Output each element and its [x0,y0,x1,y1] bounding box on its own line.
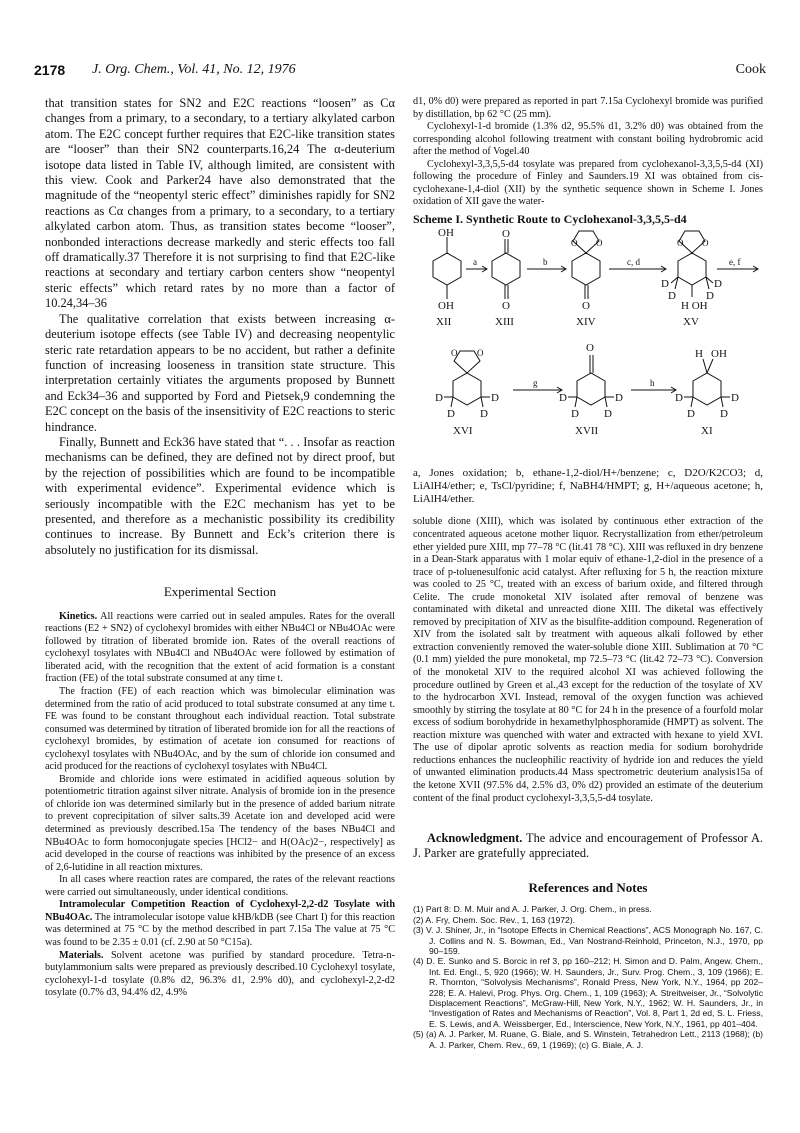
label-o: O [571,238,578,249]
label-o: O [677,238,684,249]
compound-label: XVI [453,425,473,438]
reference-item: (1) Part 8: D. M. Muir and A. J. Parker, J. Org. Chem., in press. [413,904,652,915]
reference-item: (5) (a) A. J. Parker, M. Ruane, G. Biale, and S. Winstein, Tetrahedron Lett., 2113 (1968); (b) A. J. Parker, Chem. Rev., 69, 1 (1969); (c) G. Biale, A. J. [413,1029,763,1050]
page-number: 2178 [34,62,66,78]
left-column [45,96,395,1000]
ring-xii [433,253,461,285]
step-label: a [473,257,477,268]
step-label: h [650,378,655,389]
paragraph: Bromide and chloride ions were estimated in acidified aqueous solution by potentiometric titration against silver nitrate. Analysis of bromide ion in the presence of chloride ion was determined similarly but in the presence of added barium nitrate to prevent coprecipitation of silver salts.39 Acetate ion and developed acid were determined as previously described.15a The tendency of the bases NBu4Cl and NBu4OAc to form homoconjugate species [HCl2− and H(OAc)2−, respectively] as acid developed in the course of reactions was inhibited by the presence of an excess of 2,6-lutidine in all reaction mixtures. [45,773,395,873]
journal-citation: J. Org. Chem., Vol. 41, No. 12, 1976 [92,62,296,77]
label-d: D [687,408,695,421]
step-label: b [543,257,548,268]
right-column [413,96,763,1050]
reference-item: (4) D. E. Sunko and S. Borcic in ref 3, pp 160–212; H. Simon and D. Palm, Angew. Chem., Int. Ed. Engl., 5, 920 (1966); W. H. Saunders, Jr., Surv. Prog. Chem., 3, 109 (1966); E. R. Thornton, “Solvolysis Mechanisms”, Ronald Press, New York, N.Y., 1964, pp 202–228; E. A. Halevi, Prog. Phys. Org. Chem., 1, 109 (1963); A. Streitweiser, Jr., “Solvolytic Displacement Reactions”, McGraw-Hill, New York, N.Y., 1962; W. H. Saunders, Jr., in “Investigation of Rates and Mechanisms of Reaction”, Vol. 8, Part 1, 2d ed, S. L. Friess, E. S. Lewis, and A. Weissberger, Ed., Interscience, New York, N.Y., 1961, pp 401–404. [413,956,763,1029]
step-label: g [533,378,538,389]
label-o: O [502,300,510,313]
scheme-svg [413,227,763,465]
label-d: D [435,392,443,405]
label-d: D [720,408,728,421]
compound-label: XII [436,316,452,329]
ring-xiii [492,253,520,285]
ring-xi [693,373,721,405]
step-label: e, f [729,257,741,268]
label-o: O [596,238,603,249]
section-heading: Experimental Section [163,584,277,600]
label-o: O [582,300,590,313]
label-o: O [451,348,458,359]
scheme-caption: a, Jones oxidation; b, ethane-1,2-diol/H+/benzene; c, D2O/K2CO3; d, LiAlH4/ether; e, TsCl/pyridine; f, NaBH4/HMPT; g, H+/aqueous acetone; h, LiAlH4/ether. [413,467,763,506]
paragraph: d1, 0% d0) were prepared as reported in part 7.15a Cyclohexyl bromide was purified by distillation, bp 62 °C (25 mm). [413,96,763,120]
paragraph-text: The intramolecular isotope value kHB/kDB (see Chart I) for this reaction was determined at 75 °C by the method described in part 7.15a The value at 75 °C was found to be 2.35 ± 0.01 (cf. 2.90 at 50 °C15a). [45,911,395,948]
ring-xvi [453,373,481,405]
paragraph: The qualitative correlation that exists between increasing α-deuterium isotope effects (see Table IV) and decreasing neopentylic steric rate retardation appears to be no accident, but rather a definite function of increasing looseness in transition state structure. This interpretation certainly vitiates the arguments proposed by Bunnett and Eck34–36 and supported by Ford and Pietsek,9 condemning the E2C concept on the basis of the insensitivity of E2C reactions to steric hindrance. [45,311,395,434]
acknowledgment-text: The advice and encouragement of Professor A. J. Parker are gratefully appreciated. [413,831,763,861]
ring-xiv [572,253,600,285]
run-in-heading: Kinetics. [59,610,98,622]
label-oh: OH [438,300,454,313]
label-d: D [668,290,676,303]
label-d: D [731,392,739,405]
label-h-oh: H OH [681,300,708,313]
label-d: D [571,408,579,421]
paragraph: The fraction (FE) of each reaction which was bimolecular elimination was determined from the ratio of acid produced to total substrate consumed at any time t. FE was found to be constant throughout each individual reaction. Total substrate consumed was determined by titration of liberated bromide ion for all the reactions of cyclohexyl bromides, by estimation of acetate ion consumed for reactions of cyclohexyl tosylates with NBu4OAc, and by the sum of chloride ion consumed and acid produced for the reactions of cyclohexyl tosylates with NBu4Cl. [45,686,395,773]
compound-label: XV [683,316,699,329]
paragraph: soluble dione (XIII), which was isolated by continuous ether extraction of the concentrated aqueous acetone mother liquor. Recrystallization from ether/petroleum ether yielded pure XIII, mp 77–78 °C (lit.41 78 °C). XIII was refluxed in dry benzene in a Dean-Stark apparatus with 1 molar equiv of ethane-1,2-diol in the presence of a trace of p-toluenesulfonic acid catalyst. After refluxing for 5 h, the reaction mixture was cooled to 25 °C, treated with an excess of barium oxide, and filtered through Celite. The crude monoketal XIV isolated after removal of benzene was contaminated with diketal and unreacted dione XIII. The diketal was effectively removed by precipitation of XIV as the bisulfite-addition compound. Regeneration of XIV from the isolated salt by treatment with aqueous alkali followed by ether extraction conveniently removed the water-soluble dione XIII. Sublimation at 70 °C (0.1 mm) yielded the pure monoketal, mp 72.5–73 °C (lit.42 72–73 °C). Conversion of the monoketal XIV to the required alcohol XI was achieved following the procedure outlined by Green et al.,43 except for the reduction of the tosylate of XV to the hydrocarbon XVI. Instead, removal of the oxygen function was achieved smoothly by stirring the tosylate at 80 °C for 24 h in the presence of a fourfold molar excess of sodium borohydride in hexamethylphosphoramide (HMPT) as solvent. The reaction mixture was quenched with water and extracted with hexane to yield XVI. The use of dipolar aprotic solvents as reaction media for sodium borohydride reductions enhances the nucleophilic reactivity of hydride ion and reduces the yield of unwanted elimination products.44 Mass spectrometric deuterium analysis15a of the ketone XVII (97.5% d4, 2.5% d3, 0% d2) provided an estimate of the deuterium content of the final product cyclohexyl-3,3,5,5-d4 tosylate. [413,516,763,804]
running-author: Cook [735,62,766,77]
reference-item: (3) V. J. Shiner, Jr., in “Isotope Effects in Chemical Reactions”, ACS Monograph No. 167, C. J. Collins and N. S. Bowman, Ed., Van Nostrand-Reinhold, Princeton, N.J., 1970, pp 90–159. [413,925,763,957]
label-d: D [491,392,499,405]
compound-label: XIII [495,316,514,329]
label-o: O [586,342,594,355]
discussion-text [45,96,395,558]
label-oh: OH [438,227,454,240]
paragraph: that transition states for SN2 and E2C reactions “loosen” as Cα changes from a primary, to a secondary, to a tertiary alkylated carbon atom. The E2C concept further requires that E2C-like transition states are “looser” than their SN2 counterparts.16,24 The α-deuterium isotope data listed in Table IV, although limited, are consistent with this view. Cook and Parker24 have also demonstrated that the magnitude of the “neopentyl steric effect” diminishes rapidly for SN2 reactions as Cα changes from a primary, to a secondary, to a tertiary alkylated carbon atom. Thus, as transition states become “looser”, nonbonded interactions decrease markedly and steric effects too fall off dramatically.37 Therefore it is not surprising to find that E2C-like reactions at secondary and tertiary carbon centers show “neopentyl steric effects” which retard rates by no more than a factor of 10.24,34–36 [45,96,395,311]
label-d: D [714,278,722,291]
paragraph [45,950,395,1000]
label-oh: OH [711,348,727,361]
compound-label: XVII [575,425,599,438]
label-o: O [477,348,484,359]
label-d: D [675,392,683,405]
run-in-heading: Intramolecular Competition Reaction of Cyclohexyl-2,2-d2 Tosylate with NBu4OAc. [45,899,395,923]
run-in-heading: Acknowledgment. [427,831,523,846]
paragraph-text: Solvent acetone was purified by standard procedure. Tetra-n-butylammonium salts were prepared as previously described.10 Cyclohexyl tosylate, cyclohexyl-1-d tosylate (0.8% d2, 96.3% d1, 2.9% d0), and cyclohexyl-2,2-d2 tosylate (0.7% d3, 94.4% d2, 4.9% [45,949,395,999]
references-list [413,904,763,1050]
ring-xv [678,253,706,285]
run-in-heading: Materials. [59,949,104,961]
paragraph [45,611,395,686]
paragraph: Cyclohexyl-1-d bromide (1.3% d2, 95.5% d1, 3.2% d0) was obtained from the corresponding alcohol following treatment with constant boiling hydrobromic acid after the method of Vogel.40 [413,121,763,158]
ring-xvii [577,373,605,405]
paragraph: Finally, Bunnett and Eck36 have stated that “. . . Insofar as reaction mechanisms can be defined, they are defined not by direct proof, but by the rejection of possibilities which are found to be incompatible with experimental evidence”. Experimental evidence which is seriously incompatible with the E2C mechanism has yet to be presented, and therefore as a mechanistic possibility its credibility continues to increase. By Bunnett and Eck’s criterion there is absolutely no justification for its dismissal. [45,434,395,557]
step-label: c, d [627,257,640,268]
compound-label: XI [701,425,713,438]
references-heading: References and Notes [528,879,648,895]
label-h: H [695,348,703,361]
scheme-title: Scheme I. Synthetic Route to Cyclohexanol-3,3,5,5-d4 [413,211,687,226]
label-d: D [661,278,669,291]
reference-item: (2) A. Fry, Chem. Soc. Rev., 1, 163 (1972). [413,914,576,925]
label-d: D [615,392,623,405]
paragraph: Cyclohexyl-3,3,5,5-d4 tosylate was prepared from cyclohexanol-3,3,5,5-d4 (XI) following the procedure of Finley and Saunders.19 XI was obtained from cis-cyclohexane-1,4-diol (XII) by the synthetic sequence shown in Scheme I. Jones oxidation of XII gave the water- [413,158,763,208]
paragraph-text: All reactions were carried out in sealed ampules. Rates for the overall reactions (E2 + SN2) of cyclohexyl bromides with either NBu4Cl or NBu4OAc were followed by titration of liberated bromide ion. Rates of the overall reactions of cyclohexyl tosylates with NBu4Cl and NBu4OAc were followed by estimation of liberated acid, with the recognition that the extent of acid formation is a constant fraction (FE) of the total substrate consumed at any time t. [45,610,395,685]
label-d: D [559,392,567,405]
label-d: D [706,290,714,303]
running-header [34,62,766,82]
acknowledgment [413,831,763,862]
compound-label: XIV [576,316,596,329]
label-o: O [702,238,709,249]
scheme-diagram [413,227,763,465]
paragraph [45,899,395,949]
paragraph: In all cases where reaction rates are compared, the rates of the relevant reactions were carried out simultaneously, under identical conditions. [45,874,395,898]
label-d: D [604,408,612,421]
label-d: D [480,408,488,421]
label-d: D [447,408,455,421]
label-o: O [502,228,510,241]
